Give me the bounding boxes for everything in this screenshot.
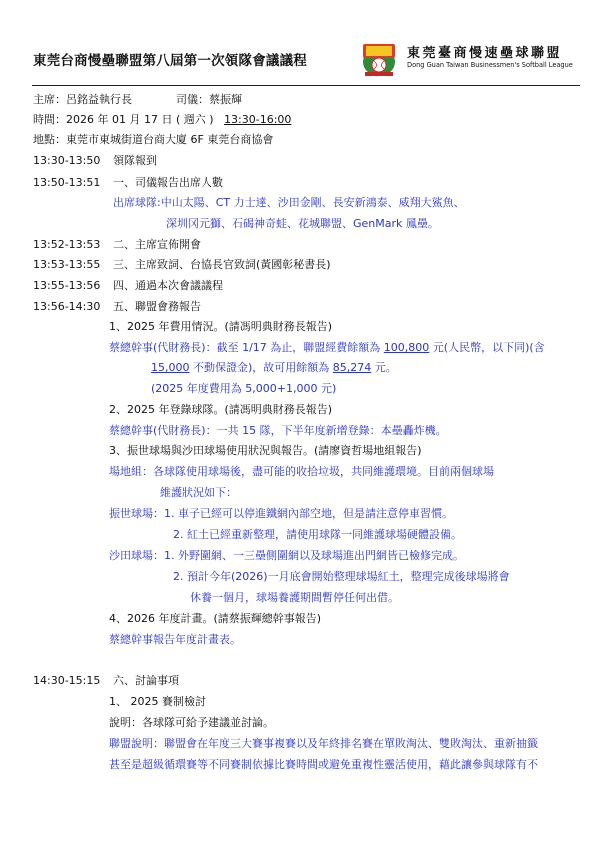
shatian-field-item-2: 2. 預計今年(2026)一月底會開始整理球場紅土，整理完成後球場將會 <box>173 570 510 583</box>
discussion-1-note: 說明：各球隊可給予建議並討論。 <box>109 716 274 729</box>
discussion-1-title: 1、 2025 賽制檢討 <box>109 695 206 708</box>
report-1-text-a: 蔡總幹事(代財務長)：截至 1/17 為止，聯盟經費餘額為 <box>109 341 384 354</box>
agenda-item: 五、聯盟會務報告 <box>113 300 201 313</box>
shatian-field-item-2-cont: 休養一個月，球場養護期間暫停任何出借。 <box>190 591 399 604</box>
agenda-time: 14:30-15:15 <box>33 674 101 687</box>
agenda-item: 六、討論事項 <box>113 674 179 687</box>
agenda-time: 13:50-13:51 <box>33 176 101 189</box>
fund-balance: 100,800 <box>383 341 430 354</box>
agenda-time: 13:30-13:50 <box>33 154 101 167</box>
agenda-time: 13:53-13:55 <box>33 258 101 271</box>
report-1-text <box>109 341 545 355</box>
agenda-item: 三、主席致詞、台協長官致詞(黃國彰秘書長) <box>113 258 331 271</box>
location-line: 地點：東莞市東城街道台商大廈 6F 東莞台商協會 <box>33 133 274 146</box>
report-2-title: 2、2025 年登錄球隊。(請馮明典財務長報告) <box>109 403 333 416</box>
shatian-field-item-1: 沙田球場：1. 外野圍網、一三壘側圍網以及球場進出門網皆已檢修完成。 <box>109 549 464 562</box>
agenda-time: 13:55-13:56 <box>33 279 101 292</box>
logo-chinese-name: 東莞臺商慢速壘球聯盟 <box>407 46 563 61</box>
report-3-text-cont: 維護狀況如下： <box>160 486 237 499</box>
page-title: 東莞台商慢壘聯盟第八屆第一次領隊會議議程 <box>33 53 307 69</box>
mc-line: 司儀：蔡振輝 <box>176 93 242 106</box>
date-text: 時間：2026 年 01 月 17 日 ( 週六 ) <box>33 113 214 126</box>
agenda-item: 領隊報到 <box>113 154 157 167</box>
report-3-title: 3、振世球場與沙田球場使用狀況與報告。(請廖資哲場地組報告) <box>109 444 422 457</box>
deposit-amount: 15,000 <box>151 361 190 374</box>
agenda-time: 13:56-14:30 <box>33 300 101 313</box>
attendance-list-cont: 深圳冈元獅、石碣神奇蛙、花城聯盟、GenMark 鳳壘。 <box>166 217 439 230</box>
header-divider <box>32 85 580 86</box>
time-range: 13:30-16:00 <box>224 113 292 126</box>
discussion-1-league-note: 聯盟說明：聯盟會在年度三大賽事複賽以及年終排名賽在單敗淘汰、雙敗淘汰、重新抽籤 <box>109 737 538 750</box>
report-1-fee-note: (2025 年度費用為 5,000+1,000 元) <box>151 382 337 395</box>
report-1-title: 1、2025 年費用情況。(請馮明典財務長報告) <box>109 320 333 333</box>
zhenshi-field-item-1: 振世球場：1. 車子已經可以停進鐵網內部空地，但是請注意停車習慣。 <box>109 507 453 520</box>
league-logo <box>355 38 573 78</box>
report-2-text: 蔡總幹事(代財務長)：一共 15 隊，下半年度新增登錄：本壘轟炸機。 <box>109 424 447 437</box>
agenda-time: 13:52-13:53 <box>33 238 101 251</box>
chair-line: 主席：呂銘益執行長 <box>33 93 132 106</box>
agenda-item: 一、司儀報告出席人數 <box>113 176 223 189</box>
agenda-item: 四、通過本次會議議程 <box>113 279 223 292</box>
zhenshi-field-item-2: 2. 紅土已經重新整理，請使用球隊一同維護球場硬體設備。 <box>173 528 462 541</box>
report-1-text-g: 元。 <box>371 361 397 374</box>
report-4-title: 4、2026 年度計畫。(請蔡振輝總幹事報告) <box>109 612 322 625</box>
discussion-1-league-note-cont: 甚至是超級循環賽等不同賽制依據比賽時間或避免重複性靈活使用，藉此讓參與球隊有不 <box>109 758 538 771</box>
report-3-text: 場地組：各球隊使用球場後，盡可能的收拾垃圾，共同維護環境。目前兩個球場 <box>109 465 494 478</box>
softball-emblem-icon <box>357 38 401 78</box>
date-line <box>33 113 291 127</box>
report-1-text-c: 元(人民幣，以下同)(含 <box>429 341 545 354</box>
report-1-text-e: 不動保證金)，故可用餘額為 <box>189 361 333 374</box>
attendance-list: 出席球隊:中山太陽、CT 力士達、沙田金剛、長安新鴻泰、威翔大鯊魚、 <box>113 196 465 209</box>
available-balance: 85,274 <box>332 361 372 374</box>
agenda-item: 二、主席宣佈開會 <box>113 238 201 251</box>
report-1-text-cont <box>151 361 397 375</box>
report-4-text: 蔡總幹事報告年度計畫表。 <box>109 633 241 646</box>
logo-english-name: Dong Guan Taiwan Businessmen's Softball League <box>407 61 573 69</box>
